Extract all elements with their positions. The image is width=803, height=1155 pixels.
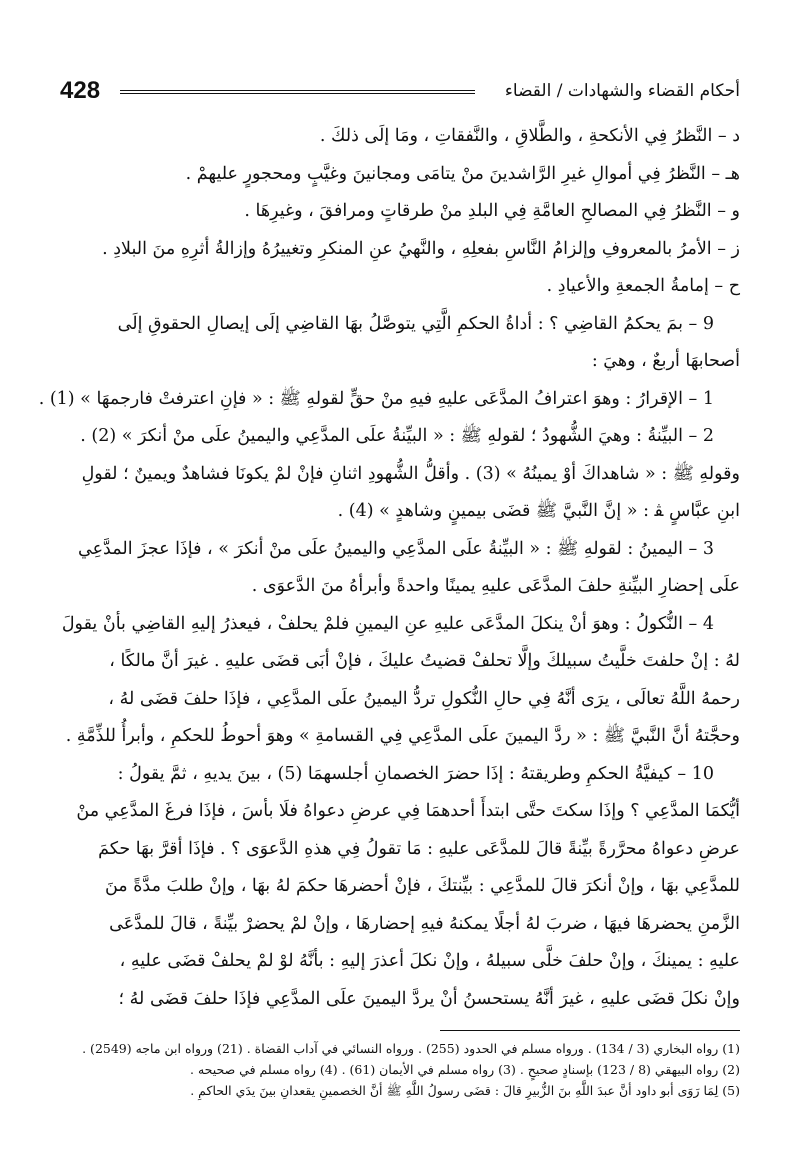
footnote-1: (1) رواه البخاري (3 / 134) . ورواه مسلم في الحدود (255) . ورواه النسائي في آداب القضاة . (21) ورواه ابن ماجه (2549) . bbox=[82, 1041, 740, 1056]
footnotes-2-4: (2) رواه البيهقي (8 / 123) بإسنادٍ صحيحٍ . (3) رواه مسلم في الأيمان (61) . (4) رواه مسلم في صحيحه . bbox=[190, 1062, 740, 1077]
section-9-heading: 9 – بمَ يحكمُ القاضِي ؟ : أداةُ الحكمِ الَّتِي يتوصَّلُ بهَا القاضِي إلَى إيصالِ الحقوقِ إلَى bbox=[117, 313, 714, 334]
text-line: ابنِ عبَّاسٍ ﭭ : « إنَّ النَّبيَّ ﷺ قضَى بيمينٍ وشاهدٍ » (4) . bbox=[337, 501, 740, 521]
item-h: هـ – النَّظرُ فِي أموالِ غيرِ الرَّاشدينَ منْ يتامَى ومجانينَ وغيَّبٍ ومحجورٍ عليهمْ . bbox=[185, 163, 740, 184]
text-line: عرضِ دعواهُ محرَّرةً بيِّنةً قالَ للمدَّعَى عليهِ : مَا تقولُ فِي هذهِ الدَّعوَى ؟ . فإذَا أقرَّ بهَا حكمَ bbox=[98, 838, 740, 859]
item-w: و – النَّظرُ فِي المصالحِ العامَّةِ فِي البلدِ منْ طرقاتٍ ومرافقَ ، وغيرِهَا . bbox=[244, 201, 740, 221]
text-line: وإنْ نكلَ قضَى عليهِ ، غيرَ أنَّهُ يستحسنُ أنْ يردَّ اليمينَ علَى المدَّعِي فإذَا حلفَ قضَى لهُ ؛ bbox=[118, 988, 740, 1009]
text-line: رحمهُ اللَّهُ تعالَى ، يرَى أنَّهُ فِي حالِ النُّكولِ تردُّ اليمينُ علَى المدَّعِي ، فإذَا حلفَ قضَى لهُ ، bbox=[108, 688, 740, 709]
point-3-yamin: 3 – اليمينُ : لقولهِ ﷺ : « البيِّنةُ علَى المدَّعِي واليمينُ علَى منْ أنكرَ » ، فإذَا عجزَ المدَّعِي bbox=[78, 538, 714, 559]
footnote-rule bbox=[440, 1030, 740, 1031]
footnotes bbox=[60, 1038, 740, 1101]
main-text bbox=[38, 118, 740, 1018]
text-line: وقولهِ ﷺ : « شاهداكَ أوْ يمينُهُ » (3) . وأقلُّ الشُّهودِ اثنانِ فإنْ لمْ يكونَا فشاهدٌ ويمينٌ ؛ لقولِ bbox=[81, 463, 740, 484]
point-2-bayyina: 2 – البيِّنةُ : وهيَ الشُّهودُ ؛ لقولهِ ﷺ : « البيِّنةُ علَى المدَّعِي واليمينُ علَى منْ أنكرَ » (2) . bbox=[80, 426, 714, 446]
point-1-iqrar: 1 – الإقرارُ : وهوَ اعترافُ المدَّعَى عليهِ فيهِ منْ حقٍّ لقولهِ ﷺ : « فإنِ اعترفتْ فارجمهَا » (1) . bbox=[38, 388, 714, 409]
page-header bbox=[60, 74, 740, 108]
text-line: أيُّكمَا المدَّعِي ؟ وإذَا سكتَ حتَّى ابتدأَ أحدهمَا فِي عرضِ دعواهُ فلَا بأسَ ، فإذَا فرغَ المدَّعِي منْ bbox=[76, 801, 740, 821]
text-line: لهُ : إنْ حلفتَ خلَّيتُ سبيلكَ وإلَّا تحلفْ قضيتُ عليكَ ، فإنْ أبَى قضَى عليهِ . غيرَ أنَّ مالكًا ، bbox=[109, 651, 740, 671]
text-line: علَى إحضارِ البيِّنةِ حلفَ المدَّعَى عليهِ يمينًا واحدةً وأبرأهُ منَ الدَّعوَى . bbox=[251, 576, 740, 596]
text-line: وحجَّتهُ أنَّ النَّبيَّ ﷺ : « ردَّ اليمينَ علَى المدَّعِي فِي القسامةِ » وهوَ أحوطُ للحكمِ ، وأبرأُ للذِّمَّةِ . bbox=[65, 726, 740, 746]
item-ha: ح – إمامةُ الجمعةِ والأعيادِ . bbox=[546, 276, 740, 296]
page-number: 428 bbox=[60, 77, 101, 104]
section-10-heading: 10 – كيفيَّةُ الحكمِ وطريقتهُ : إذَا حضرَ الخصمانِ أجلسهمَا (5) ، بينَ يديهِ ، ثمَّ يقولُ : bbox=[117, 763, 714, 784]
item-d: د – النَّظرُ فِي الأنكحةِ ، والطَّلاقِ ، والنَّفقاتِ ، ومَا إلَى ذلكَ . bbox=[319, 126, 740, 146]
text-line: للمدَّعِي بهَا ، وإنْ أنكرَ قالَ للمدَّعِي : بيِّنتكَ ، فإنْ أحضرهَا حكمَ لهُ بهَا ، وإنْ طلبَ مدَّةً منَ bbox=[104, 876, 740, 896]
item-z: ز – الأمرُ بالمعروفِ وإلزامُ النَّاسِ بفعلِهِ ، والنَّهيُ عنِ المنكرِ وتغييرُهُ وإزالةُ أثرِهِ منَ البلادِ . bbox=[102, 238, 740, 259]
header-rule bbox=[120, 90, 475, 94]
running-title: أحكام القضاء والشهادات / القضاء bbox=[504, 81, 740, 101]
text-line: أصحابهَا أربعٌ ، وهيَ : bbox=[591, 351, 740, 371]
text-line: عليهِ : يمينكَ ، وإنْ حلفَ خلَّى سبيلهُ ، وإنْ نكلَ أعذرَ إليهِ : بأنَّهُ لوْ لمْ يحلفْ قضَى عليهِ ، bbox=[119, 951, 740, 971]
footnote-5: (5) لِمَا رَوَى أبو داود أنَّ عبدَ اللَّهِ بنَ الزُّبيرِ قالَ : قضَى رسولُ اللَّهِ ﷺ أنَّ الخصمينِ يقعدانِ بينَ يدَي الحاكمِ . bbox=[190, 1083, 740, 1098]
text-line: الزَّمنِ يحضرهَا فيهَا ، ضربَ لهُ أجلًا يمكنهُ فيهِ إحضارهَا ، وإنْ لمْ يحضرْ بيِّنةً ، قالَ للمدَّعَى bbox=[109, 913, 740, 934]
point-4-nukul: 4 – النُّكولُ : وهوَ أنْ ينكلَ المدَّعَى عليهِ عنِ اليمينِ فلمْ يحلفْ ، فيعذرُ إليهِ القاضِي بأنْ يقولَ bbox=[61, 613, 714, 634]
